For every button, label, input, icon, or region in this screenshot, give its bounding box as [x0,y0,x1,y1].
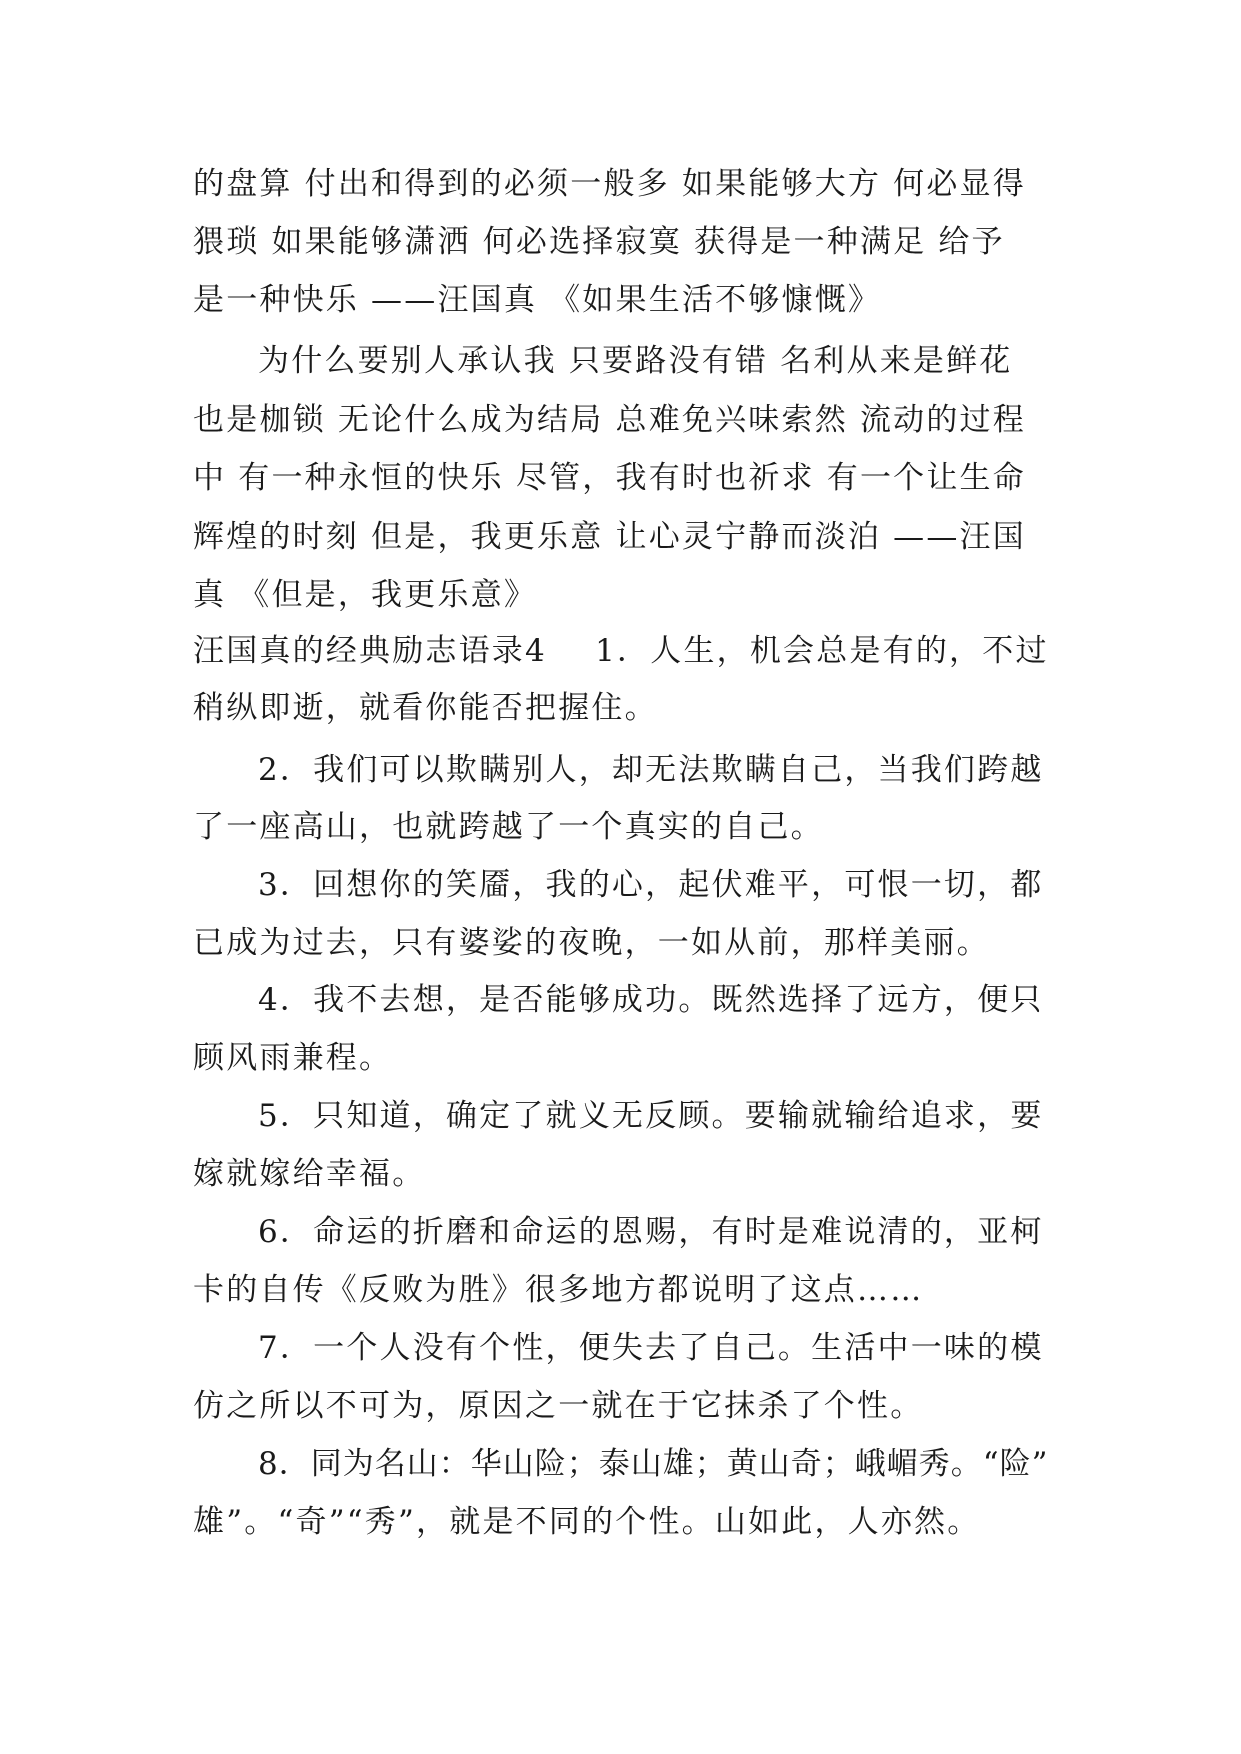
text-line: 4．我不去想，是否能够成功。既然选择了远方，便只 [258,982,1044,1018]
text-line: 顾风雨兼程。 [193,1040,393,1076]
text-line: 3．回想你的笑靥，我的心，起伏难平，可恨一切，都 [258,867,1044,903]
text-line: 稍纵即逝，就看你能否把握住。 [193,690,658,726]
text-line: 汪国真的经典励志语录4 1．人生，机会总是有的，不过 [193,633,1049,669]
text-line: 8．同为名山：华山险；泰山雄；黄山奇；峨嵋秀。“险” [258,1446,1049,1482]
text-line: 6．命运的折磨和命运的恩赐，有时是难说清的，亚柯 [258,1214,1044,1250]
text-line: 猥琐 如果能够潇洒 何必选择寂寞 获得是一种满足 给予 [193,224,1005,260]
text-line: 了一座高山，也就跨越了一个真实的自己。 [193,809,824,845]
text-line: 辉煌的时刻 但是，我更乐意 让心灵宁静而淡泊 ——汪国 [193,519,1026,555]
text-line: 中 有一种永恒的快乐 尽管，我有时也祈求 有一个让生命 [193,460,1026,496]
text-line: 7．一个人没有个性，便失去了自己。生活中一味的模 [258,1330,1044,1366]
text-line: 也是枷锁 无论什么成为结局 总难免兴味索然 流动的过程 [193,402,1026,438]
text-line: 卡的自传《反败为胜》很多地方都说明了这点…… [193,1272,924,1308]
text-line: 5．只知道，确定了就义无反顾。要输就输给追求，要 [258,1098,1044,1134]
text-line: 雄”。“奇”“秀”，就是不同的个性。山如此，人亦然。 [193,1504,981,1540]
text-line: 嫁就嫁给幸福。 [193,1156,426,1192]
text-line: 真 《但是，我更乐意》 [193,577,538,613]
text-line: 的盘算 付出和得到的必须一般多 如果能够大方 何必显得 [193,166,1026,202]
text-line: 为什么要别人承认我 只要路没有错 名利从来是鲜花 [258,343,1013,379]
text-line: 是一种快乐 ——汪国真 《如果生活不够慷慨》 [193,282,882,318]
text-line: 2．我们可以欺瞒别人，却无法欺瞒自己，当我们跨越 [258,752,1044,788]
text-line: 仿之所以不可为，原因之一就在于它抹杀了个性。 [193,1388,924,1424]
text-line: 已成为过去，只有婆娑的夜晚，一如从前，那样美丽。 [193,925,990,961]
